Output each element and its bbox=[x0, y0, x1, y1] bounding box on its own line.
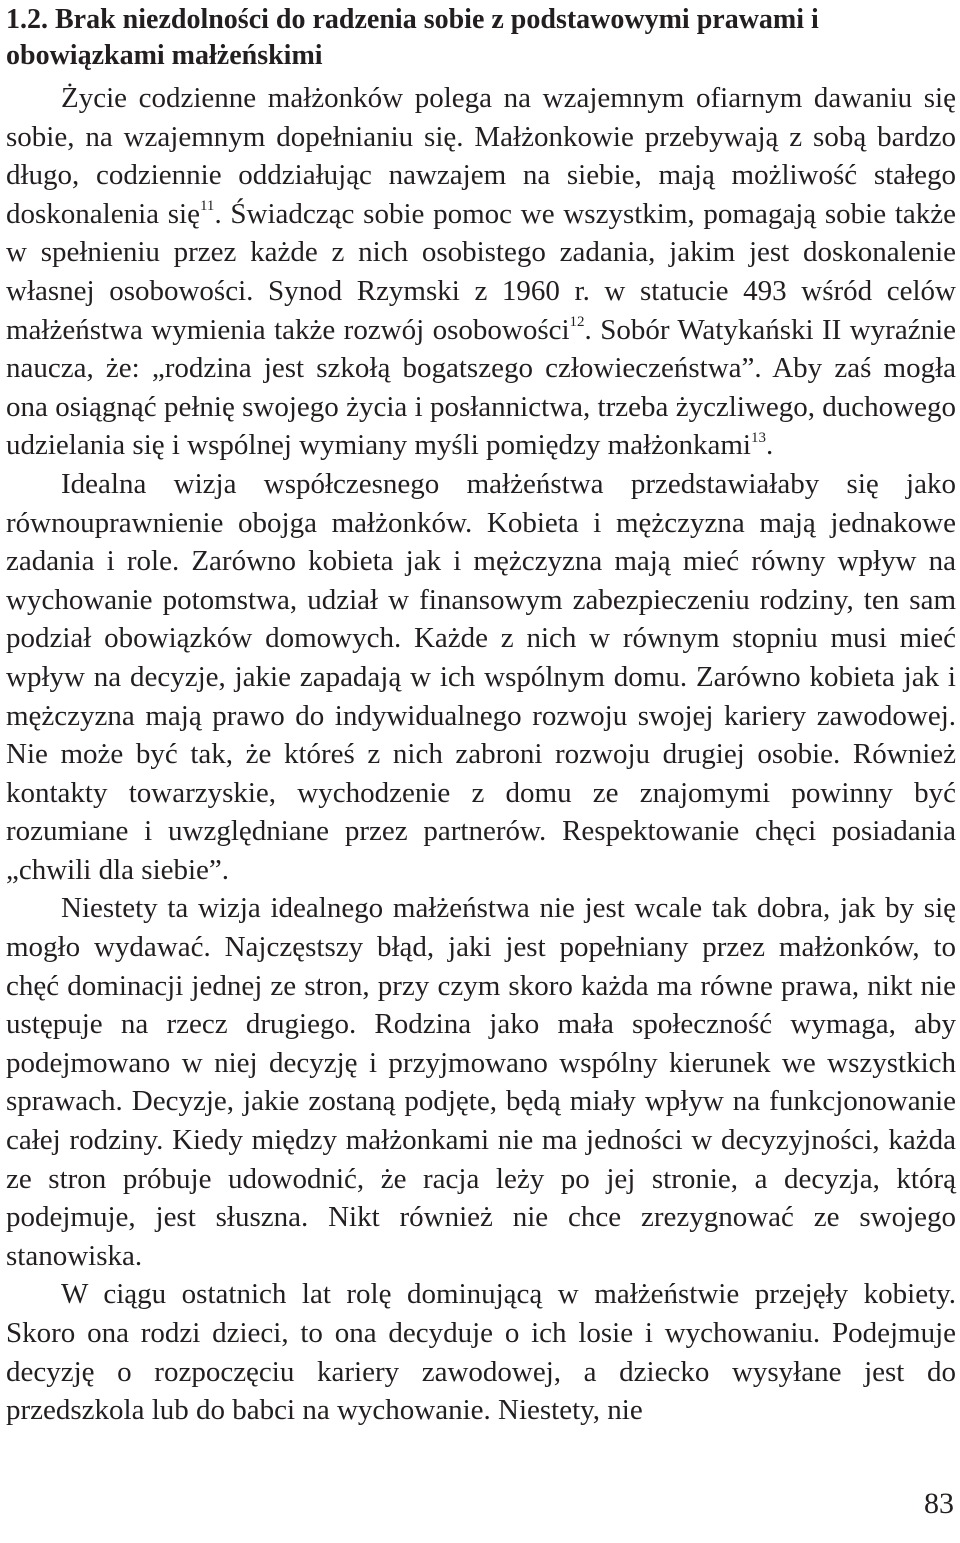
paragraph-text: Niestety ta wizja idealnego małżeństwa nie jest wcale tak dobra, jak by się mogło wydawać. Najczęstszy błąd, jaki jest popełniany przez małżonków, to chęć dominacji jednej ze stron, przy czym skoro każda ma równe prawa, nikt nie ustępuje na rzecz drugiego. Rodzina jako mała społeczność wymaga, aby podejmowano w niej decyzję i przyjmowano wspólny kierunek we wszystkich sprawach. Decyzje, jakie zostaną podjęte, będą miały wpływ na funkcjonowanie całej rodziny. Kiedy między małżonkami nie ma jedności w decyzyjności, każda ze stron próbuje udowodnić, że racja leży po jej stronie, a decyzja, którą podejmuje, jest słuszna. Nikt również nie chce zrezygnować ze swojego stanowiska. bbox=[6, 892, 956, 1272]
paragraph-text: . Świadcząc sobie pomoc we wszystkim, pomagają sobie także w spełnieniu przez każde z nich osobistego zadania, jakim jest doskonalenie własnej osobowości. Synod Rzymski z 1960 r. w statucie 493 wśród celów małżeństwa wymienia także rozwój osobowości bbox=[6, 197, 956, 346]
section-title: Brak niezdolności do radzenia sobie z podstawowymi prawami i obowiązkami małżeńskimi bbox=[6, 4, 819, 71]
paragraph-text: Życie codzienne małżonków polega na wzajemnym ofiarnym dawaniu się sobie, na wzajemnym dopełnianiu się. Małżonkowie przebywają z sobą bardzo długo, codziennie oddziałując nawzajem na siebie, mają możliwość stałego doskonalenia się bbox=[6, 82, 956, 230]
page-number: 83 bbox=[924, 1487, 954, 1520]
paragraph bbox=[6, 465, 956, 890]
paragraph-text: . Sobór Watykański II wyraźnie naucza, że: „rodzina jest szkołą bogatszego człowieczeństwa”. Aby zaś mogła ona osiągnąć pełnię swojego życia i posłannictwa, trzeba życzliwego, duchowego udzielania się i wspólnej wymiany myśli pomiędzy małżonkami bbox=[6, 313, 956, 462]
footnote-ref[interactable]: 11 bbox=[199, 198, 215, 215]
paragraph-text: . bbox=[765, 429, 774, 462]
footnote-ref[interactable]: 12 bbox=[569, 313, 585, 330]
paragraph bbox=[6, 79, 956, 465]
section-number: 1.2. bbox=[6, 4, 48, 35]
document-page bbox=[6, 0, 956, 1430]
body-text bbox=[6, 79, 956, 1430]
paragraph bbox=[6, 1275, 956, 1429]
footnote-ref[interactable]: 13 bbox=[750, 429, 766, 446]
paragraph-text: W ciągu ostatnich lat rolę dominującą w małżeństwie przejęły kobiety. Skoro ona rodzi dzieci, to ona decyduje o ich losie i wychowaniu. Podejmuje decyzję o rozpoczęciu kariery zawodowej, a dziecko wysyłane jest do przedszkola lub do babci na wychowanie. Niestety, nie bbox=[6, 1278, 956, 1427]
paragraph-text: Idealna wizja współczesnego małżeństwa przedstawiałaby się jako równouprawnienie obojga małżonków. Kobieta i mężczyzna mają jednakowe zadania i role. Zarówno kobieta jak i mężczyzna mają mieć równy wpływ na wychowanie potomstwa, udział w finansowym zabezpieczeniu rodziny, ten sam podział obowiązków domowych. Każde z nich w równym stopniu musi mieć wpływ na decyzje, jakie zapadają w ich wspólnym domu. Zarówno kobieta jak i mężczyzna mają prawo do indywidualnego rozwoju swojej kariery zawodowej. Nie może być tak, że któreś z nich zabroni rozwoju drugiej osobie. Również kontakty towarzyskie, wychodzenie z domu ze znajomymi powinny być rozumiane i uwzględniane przez partnerów. Respektowanie chęci posiadania „chwili dla siebie”. bbox=[6, 467, 956, 886]
paragraph bbox=[6, 889, 956, 1275]
section-heading bbox=[6, 0, 956, 74]
